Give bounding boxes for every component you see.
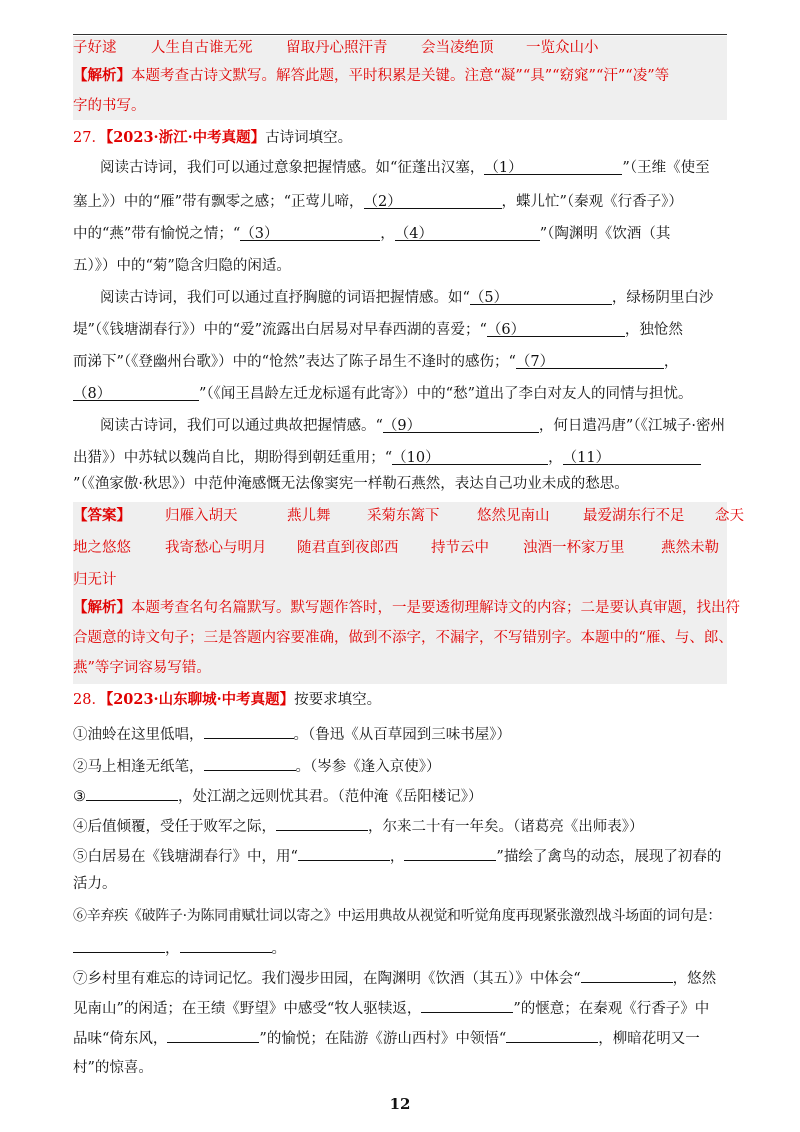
text: ，蝶儿忙”（秦观《行香子》） (501, 194, 683, 210)
fill-blank[interactable] (421, 996, 513, 1013)
text: 中的“燕”带有愉悦之情；“ (73, 226, 241, 242)
text: 品味“倚东风， (73, 1031, 168, 1047)
text: ，柳暗花明又一 (598, 1031, 700, 1047)
answer-row (73, 538, 727, 558)
blank-label: （9） (382, 418, 422, 434)
text: ”的惬意；在秦观《行香子》中 (513, 1001, 710, 1017)
text-line (100, 288, 727, 308)
text: 见南山”的闲适；在王绩《野望》中感受“牧人驱犊返， (73, 1001, 422, 1017)
blank-label: （1） (484, 160, 523, 176)
fill-blank[interactable] (392, 448, 548, 465)
analysis-text: 合题意的诗文句子；三是答题内容要准确，做到不添字，不漏字，不写错别字。本题中的“雁、与、郎、 (73, 630, 733, 646)
text: ，尔来二十有一年矣。（诸葛亮《出师表》） (368, 819, 644, 835)
text: ，独怆然 (624, 322, 683, 338)
text: 而涕下”（《登幽州台歌》）中的“怆然”表达了陈子昂生不逢时的感伤；“ (73, 354, 516, 370)
blank-label: （10） (392, 450, 440, 466)
item-line (73, 906, 727, 926)
text: ，悠然 (672, 971, 717, 987)
answer-text: 持节云中 (431, 540, 489, 556)
answer-row (73, 506, 744, 526)
text-line (73, 474, 727, 494)
analysis-tag: 【解析】 (73, 67, 131, 84)
blank-label: （3） (240, 226, 279, 242)
text: ②马上相逢无纸笔， (73, 759, 204, 775)
text: 。（岑参《逢入京使》） (295, 759, 441, 775)
answer-text: 留取丹心照汗青 (286, 40, 388, 56)
text: ③ (73, 789, 86, 805)
text: ④后值倾覆，受任于败军之际， (73, 819, 276, 835)
item-line (73, 754, 727, 777)
item-line (73, 1058, 727, 1078)
item-line (73, 1026, 727, 1049)
fill-blank[interactable] (404, 844, 496, 861)
text: ”描绘了禽鸟的动态，展现了初春的 (496, 849, 722, 865)
header-rule (73, 34, 727, 35)
answer-text: 最爱湖东行不足 (583, 508, 685, 524)
item-line (73, 874, 727, 894)
item-line (73, 844, 727, 867)
answer-text: 燕然未勒 (661, 540, 719, 556)
question-number: 27． (73, 130, 106, 146)
fill-blank[interactable] (470, 288, 612, 305)
answer-tag: 【答案】 (73, 507, 131, 524)
analysis-text: 本题考查名句名篇默写。默写题作答时，一是要透彻理解诗文的内容；二是要认真审题，找出符 (131, 600, 740, 616)
blank-label: （11） (562, 450, 611, 466)
analysis-line (73, 96, 727, 116)
fill-blank[interactable] (276, 814, 368, 831)
answer-text: 随君直到夜郎西 (297, 540, 399, 556)
fill-blank[interactable] (204, 722, 294, 739)
source-tag: 【2023·浙江·中考真题】 (105, 129, 266, 146)
item-line (73, 966, 727, 989)
text-line (100, 158, 727, 178)
question-28-title (73, 690, 727, 710)
question-number: 28． (73, 692, 106, 708)
text: ， (380, 226, 395, 242)
text: ，何日遣冯唐”（《江城子·密州 (538, 418, 725, 434)
answer-box-27 (73, 502, 727, 684)
answer-text: 悠然见南山 (477, 508, 550, 524)
item-line (73, 722, 727, 745)
answer-text: 人生自古谁无死 (151, 40, 253, 56)
text: ⑤白居易在《钱塘湖春行》中，用“ (73, 849, 298, 865)
text: ， (548, 450, 563, 466)
fill-blank[interactable] (395, 224, 540, 241)
top-answer-row (73, 38, 727, 58)
text: 塞上》）中的“雁”带有飘零之感；“正莺儿啼， (73, 194, 364, 210)
fill-blank[interactable] (364, 192, 502, 209)
fill-blank[interactable] (73, 384, 199, 401)
answer-text: 子好逑 (73, 40, 117, 56)
blank-label: （8） (73, 386, 112, 402)
fill-blank[interactable] (86, 784, 178, 801)
fill-blank[interactable] (487, 320, 625, 337)
text: 出猎》）中苏轼以魏尚自比，期盼得到朝廷重用；“ (73, 450, 393, 466)
text: 阅读古诗词，我们可以通过典故把握情感。“ (100, 418, 383, 434)
text: ， (663, 354, 679, 370)
answer-text: 会当凌绝顶 (421, 40, 494, 56)
analysis-line (73, 66, 727, 86)
item-line (73, 996, 727, 1019)
blank-label: （7） (515, 354, 555, 370)
question-title: 古诗词填空。 (265, 130, 353, 146)
analysis-text: 燕”等字词容易写错。 (73, 660, 211, 676)
answer-text: 地之悠悠 (73, 540, 131, 556)
text: ⑥辛弃疾《破阵子·为陈同甫赋壮词以寄之》中运用典故从视觉和听觉角度再现紧张激烈战斗场面的词句是： (73, 908, 722, 924)
text: 阅读古诗词，我们可以通过直抒胸臆的词语把握情感。如“ (100, 290, 470, 306)
text-line (73, 192, 727, 212)
fill-blank[interactable] (516, 352, 664, 369)
text: 堤”（《钱塘湖春行》）中的“爱”流露出白居易对早春西湖的喜爱；“ (73, 322, 487, 338)
answer-text: 一览众山小 (526, 40, 599, 56)
text: 。 (271, 941, 286, 957)
text: ”的愉悦；在陆游《游山西村》中领悟“ (259, 1031, 507, 1047)
answer-row (73, 570, 727, 590)
analysis-line (73, 598, 740, 618)
fill-blank[interactable] (180, 936, 272, 953)
text: ⑦乡村里有难忘的诗词记忆。我们漫步田园，在陶渊明《饮酒（其五）》中体会“ (73, 971, 581, 987)
answer-text: 采菊东篱下 (367, 508, 440, 524)
item-line (73, 814, 727, 837)
text: ，处江湖之远则忧其君。（范仲淹《岳阳楼记》） (178, 789, 483, 805)
fill-blank[interactable] (167, 1026, 259, 1043)
fill-blank[interactable] (484, 158, 622, 175)
item-line (73, 936, 727, 959)
text: 阅读古诗词，我们可以通过意象把握情感。如“征蓬出汉塞， (100, 160, 485, 176)
text: ，绿杨阴里白沙 (611, 290, 714, 306)
answer-text: 归雁入胡天 (165, 508, 238, 524)
fill-blank[interactable] (240, 224, 380, 241)
fill-blank[interactable] (204, 754, 296, 771)
answer-text: 念天 (715, 508, 744, 524)
analysis-line (73, 628, 733, 648)
text-line (73, 448, 727, 468)
source-tag: 【2023·山东聊城·中考真题】 (105, 691, 295, 708)
analysis-line (73, 658, 727, 678)
answer-text: 归无计 (73, 572, 117, 588)
blank-label: （4） (394, 226, 433, 242)
text: ， (389, 849, 405, 865)
answer-text: 浊酒一杯家万里 (523, 540, 625, 556)
answer-text: 燕儿舞 (287, 508, 331, 524)
page-number: 12 (389, 1095, 411, 1113)
item-line (73, 784, 727, 807)
text: ”（王维《使至 (622, 160, 710, 176)
fill-blank[interactable] (506, 1026, 598, 1043)
text-line (73, 224, 727, 244)
blank-label: （2） (363, 194, 402, 210)
text: 。（鲁迅《从百草园到三味书屋》） (293, 727, 511, 743)
text: ”（《闻王昌龄左迁龙标遥有此寄》）中的“愁”道出了李白对友人的同情与担忧。 (199, 386, 693, 402)
answer-text: 我寄愁心与明月 (165, 540, 267, 556)
analysis-text: 字的书写。 (73, 98, 146, 114)
text: ①油蛉在这里低唱， (73, 727, 204, 743)
text: 村”的惊喜。 (73, 1060, 153, 1076)
blank-label: （5） (469, 290, 509, 306)
text: ， (165, 941, 180, 957)
text: 活力。 (73, 876, 117, 892)
blank-label: （6） (486, 322, 526, 338)
question-27-title (73, 128, 727, 148)
question-title: 按要求填空。 (294, 692, 382, 708)
analysis-text: 本题考查古诗文默写。解答此题，平时积累是关键。注意“凝”“具”“窈窕”“汗”“凌”等 (131, 68, 670, 84)
fill-blank[interactable] (73, 936, 165, 953)
text-line (73, 384, 727, 404)
text-line (73, 320, 727, 340)
analysis-tag: 【解析】 (73, 599, 131, 616)
text-line (73, 256, 727, 276)
fill-blank[interactable] (563, 448, 701, 465)
fill-blank[interactable] (581, 966, 673, 983)
text: 五）》）中的“菊”隐含归隐的闲适。 (73, 258, 291, 274)
fill-blank[interactable] (298, 844, 390, 861)
fill-blank[interactable] (383, 416, 539, 433)
text-line (73, 352, 727, 372)
text-line (100, 416, 727, 436)
text: ”（《渔家傲·秋思》）中范仲淹感慨无法像窦宪一样勒石燕然，表达自己功业未成的愁思。 (73, 476, 629, 492)
text: ”（陶渊明《饮酒（其 (539, 226, 671, 242)
